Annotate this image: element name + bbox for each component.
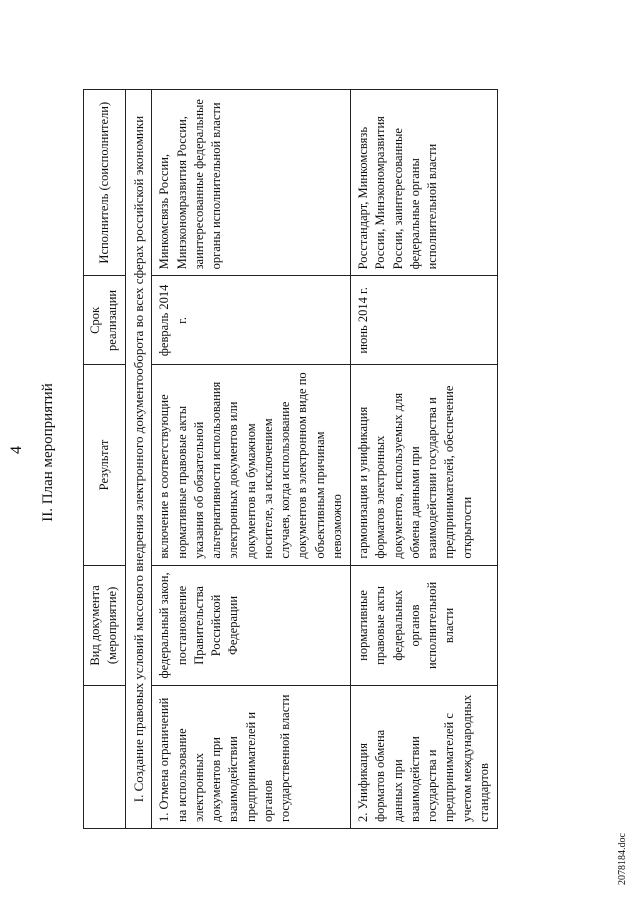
table-row <box>152 90 351 829</box>
executor-cell: Минкомсвязь России, Минэкономразвития России, заинтересованные федеральные органы исполнительной власти <box>152 90 351 276</box>
event-cell <box>351 686 498 829</box>
footer-file-code: 2078184.doc <box>617 833 628 885</box>
header-doc-type: Вид документа (мероприятие) <box>84 565 126 686</box>
deadline-text: июнь 2014 г. <box>356 287 371 354</box>
header-deadline: Срок реализации <box>84 276 126 365</box>
executor-text: Росстандарт, Минкомсвязь России, Минэкономразвития России, заинтересованные федеральные органы исполнительной власти <box>356 116 440 270</box>
result-cell: включение в соответствующие нормативные правовые акты указания об обязательной альтернативности использования электронных документов или документов на бумажном носителе, за исключением случаев, когда использование документов в электронном виде по объективным причинам невозможно <box>152 365 351 565</box>
header-result: Результат <box>84 365 126 565</box>
plan-table <box>83 89 498 829</box>
table-row <box>351 90 498 829</box>
doc-type-text: нормативные правовые акты федеральных органов исполнительной власти <box>356 581 457 670</box>
section-title: I. Создание правовых условий массового внедрения электронного документооборота во всех сферах российской экономики <box>125 90 152 829</box>
result-text: гармонизация и унификация форматов электронных документов, используемых для обмена данными при взаимодействии государства и предпринимателей, обеспечение открытости <box>356 385 474 559</box>
page-title: II. План мероприятий <box>40 383 56 522</box>
event-text: 2. Унификация форматов обмена данных при взаимодействии государства и предпринимателей с учетом международных стандартов <box>356 694 491 822</box>
header-executor: Исполнитель (соисполнители) <box>84 90 126 276</box>
header-event <box>84 686 126 829</box>
event-cell: 1. Отмена ограничений на использование электронных документов при взаимодействии предпринимателей и органов государственной власти <box>152 686 351 829</box>
deadline-cell <box>351 276 498 365</box>
deadline-cell: февраль 2014 г. <box>152 276 351 365</box>
executor-cell <box>351 90 498 276</box>
result-cell <box>351 365 498 565</box>
table-header-row <box>84 90 126 829</box>
doc-type-cell <box>351 565 498 686</box>
section-row <box>125 90 152 829</box>
doc-type-cell: федеральный закон, постановление Правительства Российской Федерации <box>152 565 351 686</box>
page-number: 4 <box>8 446 25 454</box>
